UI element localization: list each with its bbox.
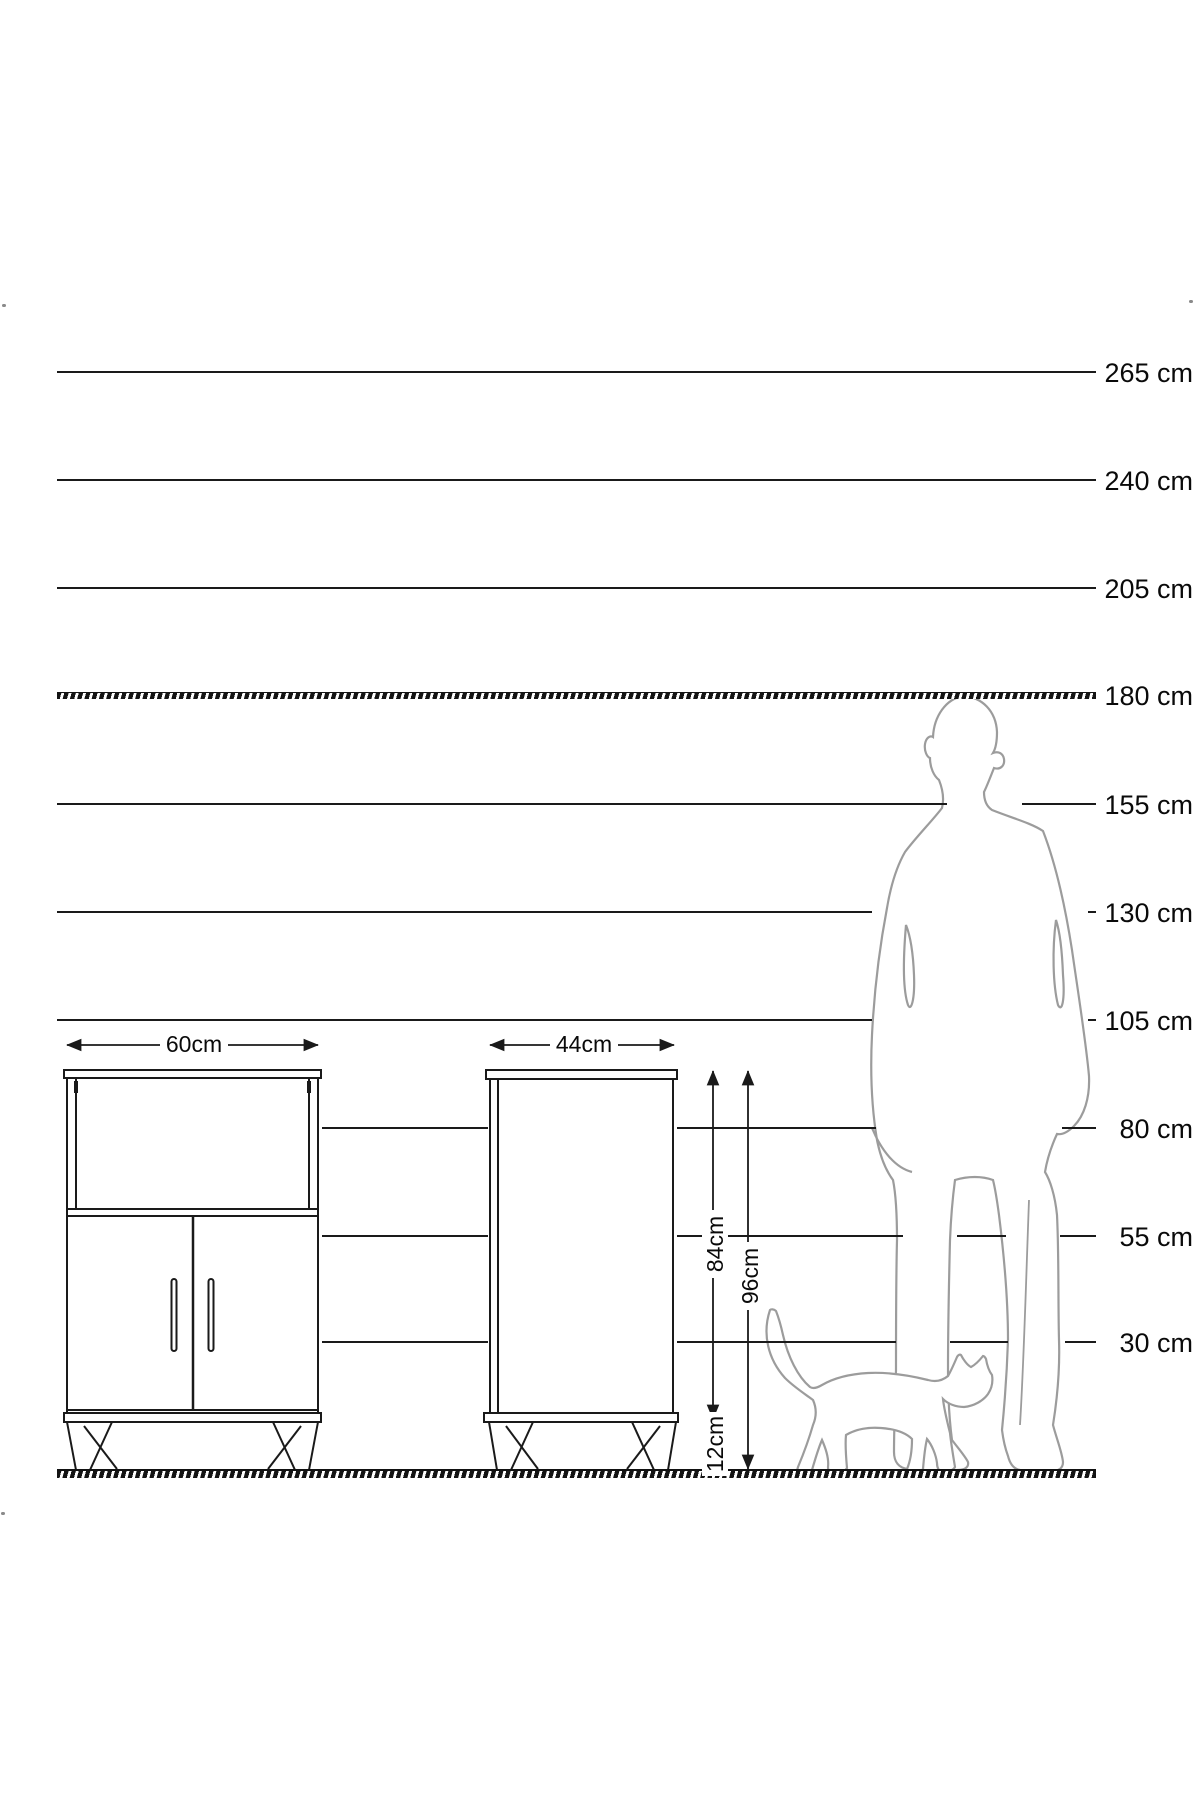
ruler-label-80: 80 cm [1119, 1114, 1193, 1144]
ruler-line-105 [1088, 1019, 1096, 1021]
artifact-dot [1189, 300, 1193, 303]
ground-line [57, 1469, 1096, 1478]
ruler-line-30 [322, 1341, 488, 1343]
ruler-label-30: 30 cm [1119, 1328, 1193, 1358]
ruler-label-130: 130 cm [1104, 898, 1193, 928]
ruler-line-30 [950, 1341, 1008, 1343]
ruler-line-180 [57, 692, 1096, 699]
side-width-label: 44cm [550, 1031, 618, 1058]
ruler-line-155 [1022, 803, 1096, 805]
man-silhouette [871, 696, 1089, 1471]
ruler-line-205 [57, 587, 1096, 589]
ruler-line-130 [57, 911, 872, 913]
artifact-dot [2, 304, 6, 307]
ruler-line-80 [677, 1127, 876, 1129]
ruler-label-180: 180 cm [1104, 681, 1193, 711]
cabinet-side-view [484, 1070, 678, 1470]
ruler-line-240 [57, 479, 1096, 481]
body-height-label: 84cm [702, 1210, 728, 1278]
ruler-line-55 [957, 1235, 1006, 1237]
ruler-line-130 [1088, 911, 1096, 913]
ruler-line-80 [1062, 1127, 1096, 1129]
ruler-line-105 [57, 1019, 872, 1021]
ruler-line-265 [57, 371, 1096, 373]
front-width-label: 60cm [160, 1031, 228, 1058]
cabinet-front-view [64, 1070, 321, 1470]
artifact-dot [1, 1512, 5, 1515]
dimension-lines [67, 1045, 748, 1469]
ruler-label-205: 205 cm [1104, 574, 1193, 604]
ruler-label-55: 55 cm [1119, 1222, 1193, 1252]
ruler-line-30 [1065, 1341, 1096, 1343]
leg-height-label: 12cm [702, 1412, 728, 1476]
ruler-line-30 [677, 1341, 896, 1343]
ruler-line-55 [1060, 1235, 1096, 1237]
total-height-label: 96cm [737, 1242, 763, 1310]
ruler-label-265: 265 cm [1104, 358, 1193, 388]
ruler-label-105: 105 cm [1104, 1006, 1193, 1036]
ruler-line-80 [322, 1127, 488, 1129]
ruler-line-155 [57, 803, 947, 805]
ruler-line-55 [322, 1235, 488, 1237]
ruler-label-240: 240 cm [1104, 466, 1193, 496]
ruler-label-155: 155 cm [1104, 790, 1193, 820]
